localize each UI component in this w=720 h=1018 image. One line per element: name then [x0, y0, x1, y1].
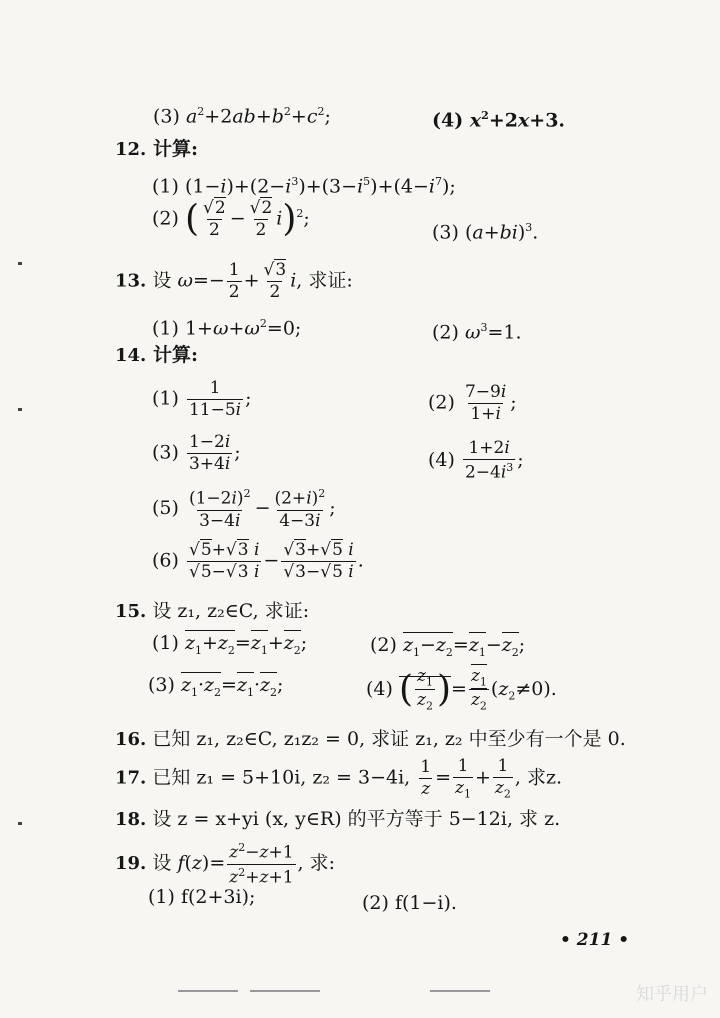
p14-part4: (4) $\frac{1+2i}{2-4i^3}$ ; [428, 438, 524, 483]
p12-part1: (1) $(1-i)+(2-i^3)+(3-i^5)+(4-i^7)$; [152, 175, 456, 198]
scan-mark [250, 990, 320, 992]
p12-part3: (3) $(a+bi)^3$. [432, 221, 539, 244]
p15-statement: 15. 设 z₁, z₂∈C, 求证: [115, 600, 310, 622]
p14-part2: (2) $\frac{7-9i}{1+i}$ ; [428, 382, 517, 424]
p15-part3: (3) $z_1\cdot z_2=z_1\cdot z_2$; [148, 674, 284, 699]
page-number: • 211 • [560, 930, 630, 950]
p15-part1: (1) $z_1+z_2=z_1+z_2$; [152, 632, 308, 657]
p12-heading: 12. 计算: [115, 138, 198, 160]
scan-mark [18, 262, 22, 265]
p17-statement: 17. 已知 z₁ = 5+10i, z₂ = 3−4i, $\frac{1}{z}$ = $\frac{1}{z_1}$ + $\frac{1}{z_2}$ , 求z. [115, 756, 563, 801]
p13-part1: (1) $1+\omega+\omega^2=0$; [152, 317, 302, 340]
p11-part3: (3) $a^2+2ab+b^2+c^2$; [153, 105, 331, 128]
p18-statement: 18. 设 z = x+yi (x, y∈R) 的平方等于 5−12i, 求 z. [115, 808, 561, 830]
scan-mark [178, 990, 238, 992]
p12-part2: (2) ( $\frac{√2}{2}$ − $\frac{√2}{2}$ i)$^2$; [152, 198, 310, 240]
p15-part2: (2) $z_1-z_2=z_1-z_2$; [370, 634, 526, 659]
p13-part2: (2) $\omega^3=1$. [432, 321, 522, 344]
p14-part5: (5) $\frac{(1-2i)^2}{3-4i}$ − $\frac{(2+i)^2}{4-3i}$ ; [152, 487, 336, 531]
scan-mark [430, 990, 490, 992]
p14-part6: (6) $\frac{√5+√3 i}{√5-√3 i}$ − $\frac{√3+√5 i}{√3-√5 i}$ . [152, 540, 364, 582]
p13-statement: 13. 设 ω=− $\frac{1}{2}$ + $\frac{√3}{2}$ i, 求证: [115, 260, 353, 302]
watermark: 知乎用户 [636, 984, 708, 1005]
p19-part2: (2) f(1−i). [362, 892, 457, 914]
p19-part1: (1) f(2+3i); [148, 886, 256, 908]
p15-part4: (4) ( $\frac{z_1}{z_2}$ )= $\frac{z_1}{z_2}$ $(z_2\ne 0)$. [366, 666, 557, 713]
p19-statement: 19. 设 f(z)= $\frac{z^2-z+1}{z^2+z+1}$ , 求: [115, 841, 335, 888]
p14-heading: 14. 计算: [115, 344, 198, 366]
p16-statement: 16. 已知 z₁, z₂∈C, z₁z₂ = 0, 求证 z₁, z₂ 中至少有一个是 0. [115, 728, 626, 750]
p14-part3: (3) $\frac{1-2i}{3+4i}$ ; [152, 432, 241, 474]
p14-part1: (1) $\frac{1}{11-5i}$ ; [152, 378, 252, 420]
scan-mark [18, 408, 22, 411]
scan-mark [18, 822, 22, 825]
p11-part4: (4) $x^2+2x+3$. [432, 109, 566, 132]
